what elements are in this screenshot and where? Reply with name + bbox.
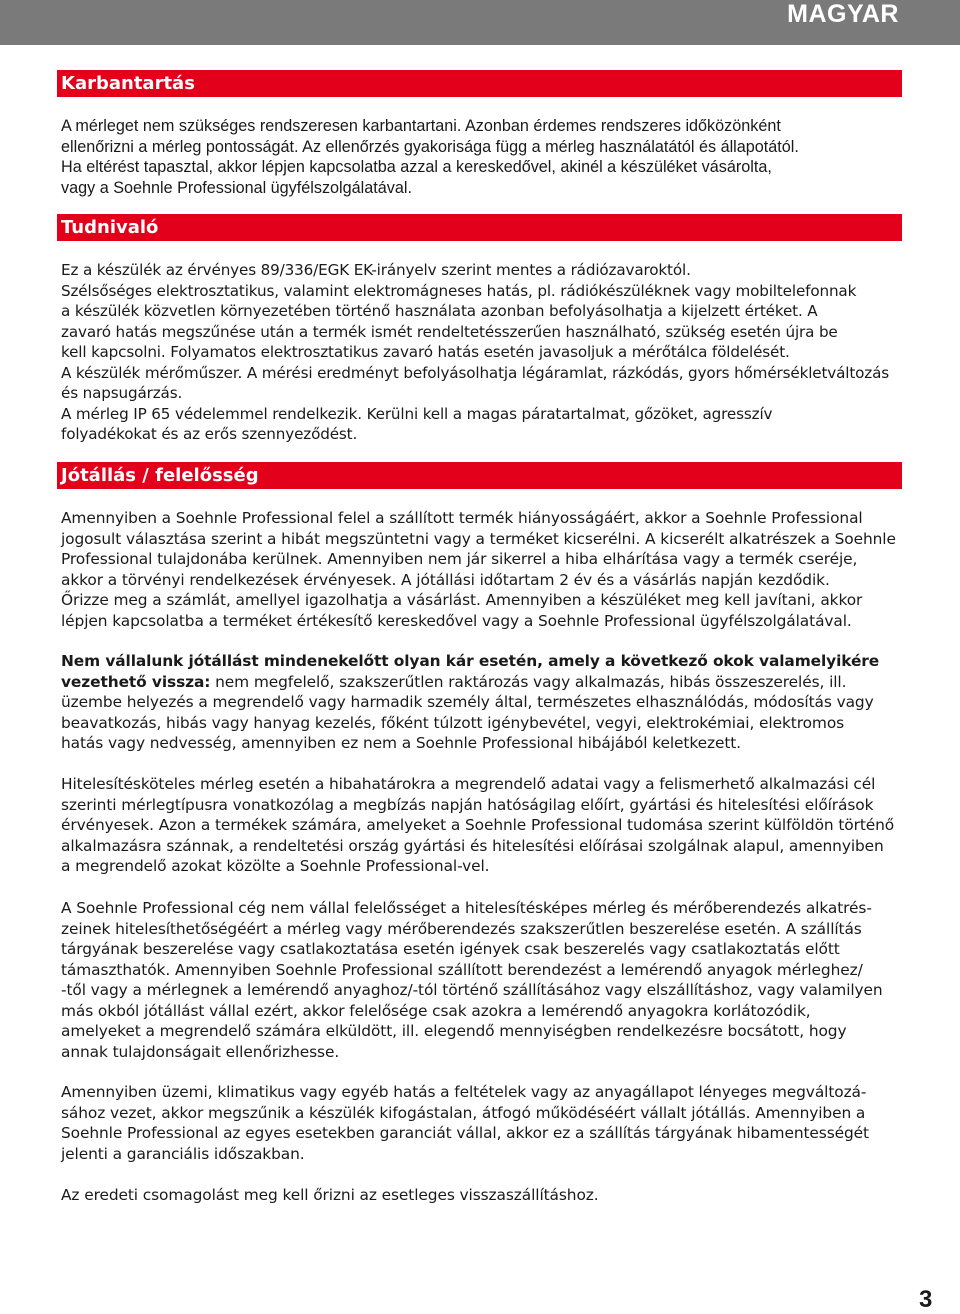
section-title-warranty: Jótállás / felelősség [57, 462, 902, 489]
maintenance-text: A mérleget nem szükséges rendszeresen karbantartani. Azonban érdemes rendszeres időközönként ellenőrizni a mérleg pontosságát. Az ellenőrzés gyakorisága függ a mérleg használatától és állapotától. Ha eltérést tapasztal, akkor lépjen kapcsolatba azzal a kereskedővel, akinél a készüléket vásárolta, vagy a Soehnle Professional ügyfélszolgálatával. [61, 117, 799, 197]
warranty-exclusion-lead: Nem vállalunk jótállást mindenekelőtt olyan kár esetén, amely a következő okok valamelyikére vezethető vissza: [61, 652, 880, 691]
section-title-maintenance: Karbantartás [57, 70, 902, 97]
language-header-bar [0, 0, 960, 45]
warranty-paragraph-3: Hitelesítésköteles mérleg esetén a hibahatárokra a megrendelő adatai vagy a felismerhető alkalmazási cél szerinti mérlegtípusra vonatkozólag a megbízás napján hatóságilag előírt, gyártási és hitelesítési előírások érvényesek. Azon a termékek számára, amelyeket a Soehnle Professional tudomása szerint külföldön történő alkalmazásra szánnak, a rendeltetési ország gyártási és hitelesítési előírásai szolgálnak alapul, amennyiben a megrendelő azokat közölte a Soehnle Professional-vel. [61, 775, 895, 875]
warranty-paragraph-6: Az eredeti csomagolást meg kell őrizni az esetleges visszaszállításhoz. [61, 1186, 599, 1204]
page-number: 3 [919, 1286, 933, 1313]
warranty-paragraph-5: Amennyiben üzemi, klimatikus vagy egyéb hatás a feltételek vagy az anyagállapot lényeges megváltozá- sához vezet, akkor megszűnik a készülék kifogástalan, átfogó működéséért vállalt jótállás. Amennyiben a Soehnle Professional az egyes esetekben garanciát vállal, akkor ez a szállítás tárgyának hibamentességét jelenti a garanciális időszakban. [61, 1083, 869, 1163]
notice-text: Ez a készülék az érvényes 89/336/EGK EK-irányelv szerint mentes a rádiózavaroktól. Szélsőséges elektrosztatikus, valamint elektromágneses hatás, pl. rádiókészüléknek vagy mobiltelefonnak a készülék közvetlen környezetében történő használata azonban befolyásolhatja a kijelzett értéket. A zavaró hatás megszűnése után a termék ismét rendeltetésszerűen használható, szükség esetén újra be kell kapcsolni. Folyamatos elektrosztatikus zavaró hatás esetén javasoljuk a mérőtálca földelését. A készülék mérőműszer. A mérési eredményt befolyásolhatja légáramlat, rázkódás, gyors hőmérsékletváltozás és napsugárzás. A mérleg IP 65 védelemmel rendelkezik. Kerülni kell a magas páratartalmat, gőzöket, agresszív folyadékokat és az erős szennyeződést. [61, 261, 890, 443]
section-title-notice: Tudnivaló [57, 214, 902, 241]
warranty-exclusion-text: nem megfelelő, szakszerűtlen raktározás vagy alkalmazás, hibás összeszerelés, ill. üzembe helyezés a megrendelő vagy harmadik személy által, természetes elhasználódás, módosítás vagy beavatkozás, hibás vagy hanyag kezelés, főként túlzott igénybevétel, vegyi, elektrokémiai, elektromos hatás vagy nedvesség, amennyiben ez nem a Soehnle Professional hibájából keletkezett. [61, 672, 874, 752]
warranty-paragraph-1: Amennyiben a Soehnle Professional felel a szállított termék hiányosságáért, akkor a Soehnle Professional jogosult választása szerint a hibát megszüntetni vagy a terméket kicserélni. A kicserélt alkatrészek a Soehnle Professional tulajdonába kerülnek. Amennyiben nem jár sikerrel a hiba elhárítása vagy a termék cseréje, akkor a törvényi rendelkezések érvényesek. A jótállási időtartam 2 év és a vásárlás napján kezdődik. Őrizze meg a számlát, amellyel igazolhatja a vásárlást. Amennyiben a készüléket meg kell javítani, akkor lépjen kapcsolatba a terméket értékesítő kereskedővel vagy a Soehnle Professional ügyfélszolgálatával. [61, 509, 896, 630]
warranty-paragraph-2 [61, 651, 911, 754]
language-label: MAGYAR [787, 0, 899, 28]
warranty-paragraph-4: A Soehnle Professional cég nem vállal felelősséget a hitelesítésképes mérleg és mérőberendezés alkatrés- zeinek hitelesíthetőségéért a mérleg vagy mérőberendezés szakszerűtlen beszerelése esetén. A szállítás tárgyának beszerelése vagy csatlakoztatása esetén igények csak beszerelés vagy csatlakoztatás előtt támaszthatók. Amennyiben Soehnle Professional szállított berendezést a lemérendő anyagok mérleghez/ -től vagy a mérlegnek a lemérendő anyaghoz/-tól történő szállításához vagy elszállításhoz, vagy valamilyen más okból jótállást vállal ezért, akkor felelősége csak azokra a lemérendő anyagokra korlátozódik, amelyeket a megrendelő számára elküldött, ill. elegendő mennyiségben rendelkezésre bocsátott, hogy annak tulajdonságait ellenőrizhesse. [61, 899, 883, 1061]
